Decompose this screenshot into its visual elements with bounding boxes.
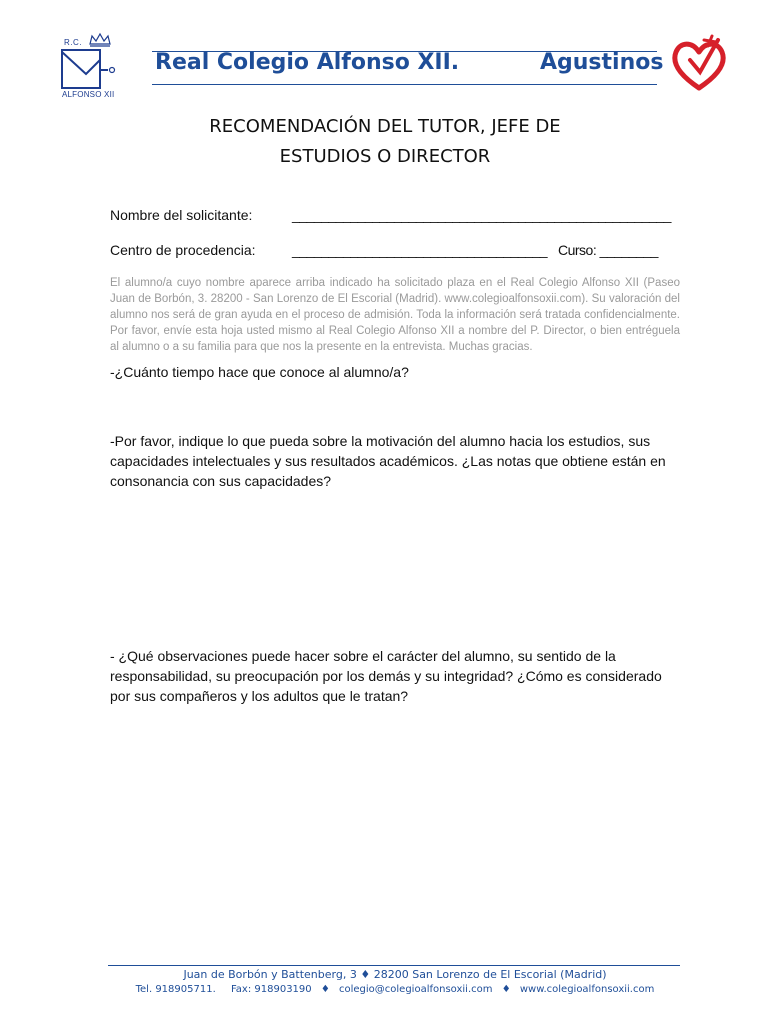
footer-contact (0, 984, 770, 995)
footer-rule (108, 965, 680, 966)
applicant-name-label: Nombre del solicitante: (110, 207, 253, 223)
school-crest-logo (56, 30, 128, 104)
footer-email[interactable]: colegio@colegioalfonsoxii.com (339, 984, 493, 995)
origin-center-label: Centro de procedencia: (110, 242, 256, 258)
order-name: Agustinos (540, 50, 664, 75)
heart-cross-icon (668, 32, 730, 94)
question-2: -Por favor, indique lo que pueda sobre la motivación del alumno hacia los estudios, sus capacidades intelectuales y sus resultados académicos. ¿Las notas que obtiene están en consonancia con sus capacidades? (110, 433, 666, 489)
crest-top-text: R.C. (64, 38, 82, 47)
diamond-icon: ♦ (360, 968, 371, 981)
intro-paragraph: El alumno/a cuyo nombre aparece arriba indicado ha solicitado plaza en el Real Colegio Alfonso XII (Paseo Juan de Borbón, 3. 28200 - San Lorenzo de El Escorial (Madrid). www.colegioalfonsoxii.com). Su valoración del alumno nos será de gran ayuda en el proceso de admisión. Toda la información será tratada confidencialmente. Por favor, envíe esta hoja usted mismo al Real Colegio Alfonso XII a nombre del P. Director, o bien entréguela al alumno o a su familia para que nos la presente en la entrevista. Muchas gracias. (110, 277, 680, 353)
diamond-icon: ♦ (320, 984, 330, 995)
question-1: -¿Cuánto tiempo hace que conoce al alumno/a? (110, 364, 409, 380)
course-field[interactable]: Curso: ________ (558, 242, 658, 258)
question-3: - ¿Qué observaciones puede hacer sobre el carácter del alumno, su sentido de la responsabilidad, su preocupación por los demás y su integridad? ¿Cómo es considerado por sus compañeros y los adultos que le tratan? (110, 648, 662, 704)
header-rule-bottom (152, 84, 657, 85)
document-title-line1: RECOMENDACIÓN DEL TUTOR, JEFE DE (209, 116, 561, 137)
applicant-name-line[interactable]: ____________________________________________________ (292, 207, 671, 223)
footer-fax: Fax: 918903190 (230, 984, 312, 995)
footer-city: 28200 San Lorenzo de El Escorial (Madrid) (373, 968, 607, 981)
document-title (0, 112, 770, 172)
document-title-line2: ESTUDIOS O DIRECTOR (279, 146, 491, 167)
footer-web[interactable]: www.colegioalfonsoxii.com (519, 984, 655, 995)
diamond-icon: ♦ (501, 984, 511, 995)
footer-street: Juan de Borbón y Battenberg, 3 (183, 968, 357, 981)
origin-center-line[interactable]: ___________________________________ (292, 242, 548, 258)
footer-address (0, 968, 770, 981)
crest-caption: ALFONSO XII (62, 90, 115, 99)
school-name: Real Colegio Alfonso XII. (155, 50, 460, 75)
footer-tel: Tel. 918905711. (135, 984, 216, 995)
